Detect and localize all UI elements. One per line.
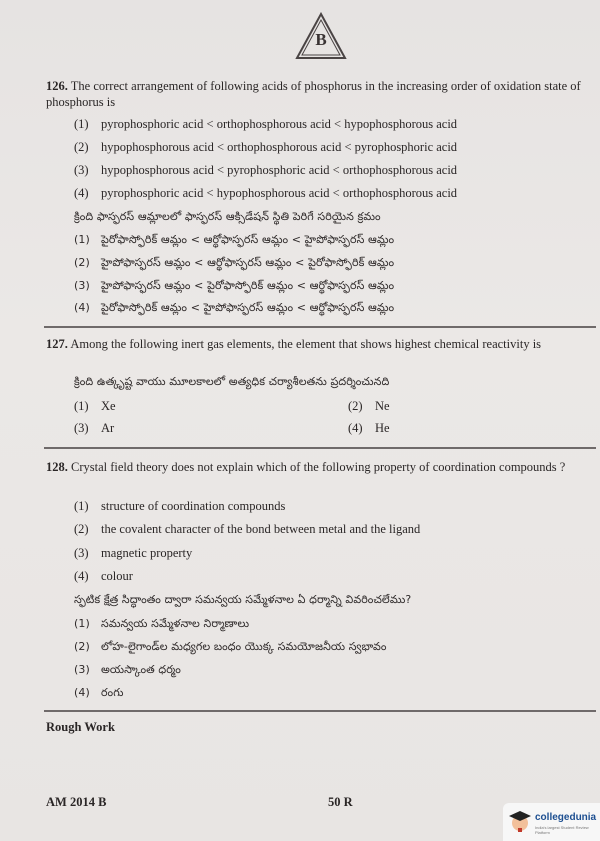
q128-option-2: (2) the covalent character of the bond between metal and the ligand [74, 522, 421, 536]
question-divider [44, 710, 596, 712]
q128-option-1: (1) structure of coordination compounds [74, 499, 286, 513]
q126-option-3: (3) hypophosphorous acid < pyrophosphoric acid < orthophosphorous acid [74, 163, 458, 177]
page-number: 50 R [328, 795, 353, 809]
q128-option-4: (4) colour [74, 569, 133, 583]
question-number: 126. [46, 79, 68, 93]
q128-telugu-option-2: (2) లోహ-లైగాండ్‌ల మధ్యగల బంధం యొక్క సమయోజనీయ స్వభావం [74, 640, 387, 653]
question-text: The correct arrangement of following acids of phosphorus in the increasing order of oxidation state of phosphorus is [46, 79, 581, 109]
q128-telugu-option-3: (3) అయస్కాంత ధర్మం [74, 663, 181, 676]
q127-option-3: (3) Ar [74, 421, 115, 435]
question-126-text [46, 78, 596, 110]
q126-telugu-question: క్రింది ఫాస్ఫరస్ ఆమ్లాలలో ఫాస్ఫరస్ ఆక్సిడేషన్ స్థితి పెరిగే సరియైన క్రమం [74, 210, 381, 223]
question-text: Among the following inert gas elements, the element that shows highest chemical reactivity is [70, 337, 542, 351]
q126-telugu-option-1: (1) పైరోఫాస్ఫోరిక్ ఆమ్లం < ఆర్థోఫాస్ఫరస్ ఆమ్లం < హైపోఫాస్ఫరస్ ఆమ్లం [74, 233, 395, 246]
rough-work-label: Rough Work [46, 720, 115, 734]
q128-telugu-option-1: (1) సమన్వయ సమ్మేళనాల నిర్మాణాలు [74, 617, 250, 630]
q126-option-4: (4) pyrophosphoric acid < hypophosphorous acid < orthophosphorous acid [74, 186, 458, 200]
q126-option-1: (1) pyrophosphoric acid < orthophosphorous acid < hypophosphorous acid [74, 117, 458, 131]
question-divider [44, 447, 596, 449]
q127-option-2: (2) Ne [348, 399, 390, 413]
graduation-cap-icon [508, 809, 532, 833]
q126-option-2: (2) hypophosphorous acid < orthophosphorous acid < pyrophosphoric acid [74, 140, 458, 154]
q128-option-3: (3) magnetic property [74, 546, 193, 560]
watermark-logo: collegedunia India's largest Student Review Platform [503, 803, 600, 841]
q128-telugu-option-4: (4) రంగు [74, 686, 124, 699]
question-number: 127. [46, 337, 68, 351]
question-divider [44, 326, 596, 328]
question-number: 128. [46, 460, 68, 474]
q126-telugu-option-4: (4) పైరోఫాస్ఫోరిక్ ఆమ్లం < హైపోఫాస్ఫరస్ ఆమ్లం < ఆర్థోఫాస్ఫరస్ ఆమ్లం [74, 301, 395, 314]
paper-code: AM 2014 B [46, 795, 107, 809]
question-128-text [46, 459, 596, 475]
q128-telugu-question: స్ఫటిక క్షేత్ర సిద్ధాంతం ద్వారా సమన్వయ సమ్మేళనాల ఏ ధర్మాన్ని వివరించలేము? [74, 593, 412, 606]
q127-option-4: (4) He [348, 421, 390, 435]
question-text: Crystal field theory does not explain which of the following property of coordination compounds ? [71, 460, 566, 474]
q127-option-1: (1) Xe [74, 399, 116, 413]
question-127-text [46, 336, 596, 352]
booklet-series-letter: B [315, 30, 327, 49]
booklet-series-badge [295, 12, 347, 60]
q126-telugu-option-2: (2) హైపోఫాస్ఫరస్ ఆమ్లం < ఆర్థోఫాస్ఫరస్ ఆమ్లం < పైరోఫాస్ఫోరిక్ ఆమ్లం [74, 256, 395, 269]
q127-telugu-question: క్రింది ఉత్కృష్ట వాయు మూలకాలలో అత్యధిక చర్యాశీలతను ప్రదర్శించునది [74, 375, 390, 388]
q126-telugu-option-3: (3) హైపోఫాస్ఫరస్ ఆమ్లం < పైరోఫాస్ఫోరిక్ ఆమ్లం < ఆర్థోఫాస్ఫరస్ ఆమ్లం [74, 279, 395, 292]
